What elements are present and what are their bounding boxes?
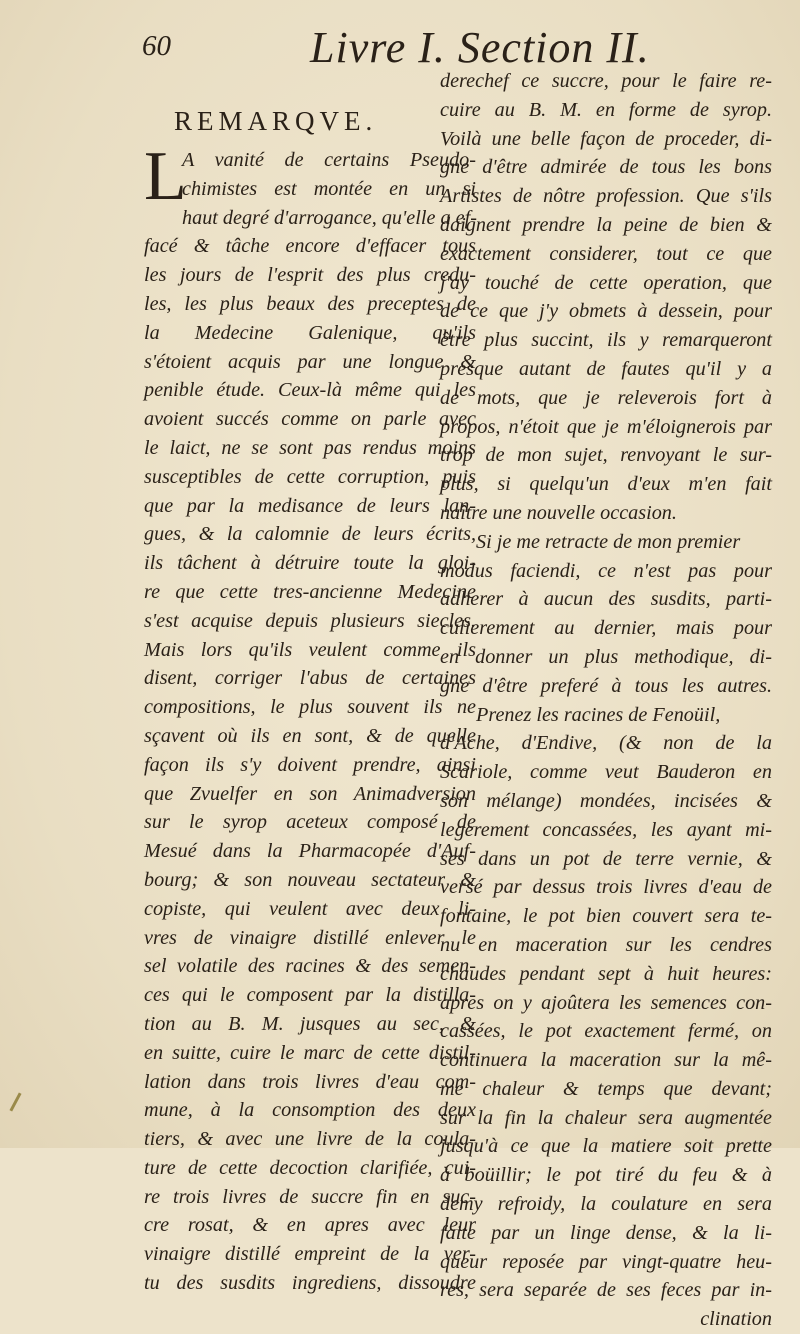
text-line: mune, à la consomption des deux <box>144 1099 476 1122</box>
text-line: bourg; & son nouveau sectateur & <box>144 868 476 891</box>
text-line: compositions, le plus souvent ils ne <box>144 696 476 719</box>
text-line: vinaigre distillé empreint de la ver- <box>144 1243 476 1266</box>
text-line: tion au B. M. jusques au sec, & <box>144 1012 476 1035</box>
text-line: cuire au B. M. en forme de syrop. <box>440 98 772 121</box>
page-number: 60 <box>142 30 171 62</box>
text-line: ces qui le composent par la distilla- <box>144 984 476 1007</box>
text-line: propos, n'étoit que je m'éloignerois par <box>440 415 772 438</box>
text-line: res, sera separée de ses feces par in- <box>440 1279 772 1302</box>
text-line: s'est acquise depuis plusieurs siecles. <box>144 609 476 632</box>
text-line: avoient succés comme on parle avec <box>144 408 476 431</box>
text-line: chaudes pendant sept à huit heures: <box>440 962 772 985</box>
text-line: Artistes de nôtre profession. Que s'ils <box>440 185 772 208</box>
text-line: disent, corriger l'abus de certaines <box>144 667 476 690</box>
text-line: continuera la maceration sur la mê- <box>440 1049 772 1072</box>
right-column-text <box>440 67 772 1334</box>
text-line: re que cette tres-ancienne Medecine <box>144 580 476 603</box>
text-line: A vanité de certains Pseudo- <box>182 149 476 171</box>
drop-cap: L <box>144 138 187 215</box>
text-line: façon ils s'y doivent prendre, ainsi <box>144 753 476 776</box>
text-line: ture de cette decoction clarifiée, cui- <box>144 1156 476 1179</box>
text-line: Si je me retracte de mon premier <box>476 530 741 553</box>
text-line: trop de mon sujet, renvoyant le sur- <box>440 444 772 467</box>
text-line: en donner un plus methodique, di- <box>440 645 772 668</box>
text-line: en suitte, cuire le marc de cette distil- <box>144 1041 476 1064</box>
text-line: gne d'être admirée de tous les bons <box>440 156 772 179</box>
text-line: versé par dessus trois livres d'eau de <box>440 876 772 899</box>
text-line: haut degré d'arrogance, qu'elle a ef- <box>182 206 477 229</box>
text-line: son mélange) mondées, incisées & <box>440 789 772 812</box>
text-line: penible étude. Ceux-là même qui les <box>144 379 476 402</box>
text-line: naître une nouvelle occasion. <box>440 501 677 524</box>
text-line: modus faciendi, ce n'est pas pour <box>440 559 772 582</box>
text-line: Mais lors qu'ils veulent comme ils <box>144 638 476 661</box>
text-line: j'ay touché de cette operation, que <box>440 271 772 294</box>
text-line: presque autant de fautes qu'il y a <box>440 357 772 380</box>
text-line: queur reposée par vingt-quatre heu- <box>440 1250 772 1273</box>
text-line: d'Ache, d'Endive, (& non de la <box>440 732 772 755</box>
page-header <box>0 22 800 72</box>
text-line: nu en maceration sur les cendres <box>440 933 772 956</box>
text-line: gne d'être preferé à tous les autres. <box>440 674 772 697</box>
text-line: cre rosat, & en apres avec leur <box>144 1214 476 1237</box>
text-line: facé & tâche encore d'effacer tous <box>144 235 476 258</box>
text-line: à boüillir; le pot tiré du feu & à <box>440 1164 772 1187</box>
text-line: daignent prendre la peine de bien & <box>440 213 772 236</box>
text-line: tiers, & avec une livre de la coula- <box>144 1128 476 1151</box>
text-line: ils tâchent à détruire toute la gloi- <box>144 552 476 575</box>
text-line: re trois livres de succre fin en suc- <box>144 1185 476 1208</box>
text-line: me chaleur & temps que devant; <box>440 1077 772 1100</box>
text-line: sel volatile des racines & des semen- <box>144 955 476 978</box>
text-line: de ce que j'y obmets à dessein, pour <box>440 300 772 323</box>
text-line: tu des susdits ingrediens, dissoudre <box>144 1272 476 1295</box>
text-line: adherer à aucun des susdits, parti- <box>440 588 772 611</box>
text-line: que par la medisance de leurs lan- <box>144 494 476 517</box>
text-line: clination <box>700 1308 772 1331</box>
text-line: s'étoient acquis par une longue & <box>144 350 476 373</box>
text-line: être plus succint, ils y remarqueront <box>440 329 772 352</box>
text-line: faite par un linge dense, & la li- <box>440 1221 772 1244</box>
right-column <box>440 67 772 1334</box>
text-line: de mots, que je releverois fort à <box>440 386 772 409</box>
text-line: le laict, ne se sont pas rendus moins <box>144 436 476 459</box>
text-line: apres on y ajoûtera les semences con- <box>440 991 772 1014</box>
text-line: fontaine, le pot bien couvert sera te- <box>440 905 772 928</box>
text-line: vres de vinaigre distillé enlever le <box>144 926 476 949</box>
text-line: exactement considerer, tout ce que <box>440 242 772 265</box>
text-line: les, les plus beaux des preceptes de <box>144 292 476 315</box>
text-line: copiste, qui veulent avec deux li- <box>144 897 476 920</box>
text-line: gues, & la calomnie de leurs écrits, <box>144 523 476 546</box>
text-line: plus, si quelqu'un d'eux m'en fait <box>440 473 772 496</box>
left-column-text <box>144 138 477 1298</box>
text-line: lation dans trois livres d'eau com- <box>144 1070 476 1093</box>
text-line: Scariole, comme veut Bauderon en <box>440 761 772 784</box>
text-line: demy refroidy, la coulature en sera <box>440 1193 772 1216</box>
text-line: les jours de l'esprit des plus credu- <box>144 264 476 287</box>
text-line: legerement concassées, les ayant mi- <box>440 818 772 841</box>
section-title: REMARQVE. <box>174 106 378 136</box>
text-line: chimistes est montée en un si <box>182 177 476 200</box>
text-line: derechef ce succre, pour le faire re- <box>440 70 772 92</box>
text-line: culierement au dernier, mais pour <box>440 617 772 640</box>
running-head: Livre I. Section II. <box>310 23 650 72</box>
text-line: sçavent où ils en sont, & de quelle <box>144 724 476 747</box>
text-line: sur la fin la chaleur sera augmentée <box>440 1106 772 1129</box>
ink-mark <box>9 1092 21 1111</box>
text-line: Mesué dans la Pharmacopée d'Auf- <box>144 840 476 863</box>
text-line: Prenez les racines de Fenoüil, <box>476 703 721 726</box>
text-line: jusqu'à ce que la matiere soit prette <box>440 1135 772 1158</box>
text-line: que Zvuelfer en son Animadversion <box>144 782 476 805</box>
left-column <box>144 100 476 1298</box>
text-line: Voilà une belle façon de proceder, di- <box>440 127 772 150</box>
text-line: sur le syrop aceteux composé de <box>144 811 476 834</box>
text-line: susceptibles de cette corruption, puis <box>144 465 476 488</box>
text-line: la Medecine Galenique, qu'ils <box>144 321 476 344</box>
text-line: cassées, le pot exactement fermé, on <box>440 1020 772 1043</box>
text-line: ses dans un pot de terre vernie, & <box>440 847 772 870</box>
